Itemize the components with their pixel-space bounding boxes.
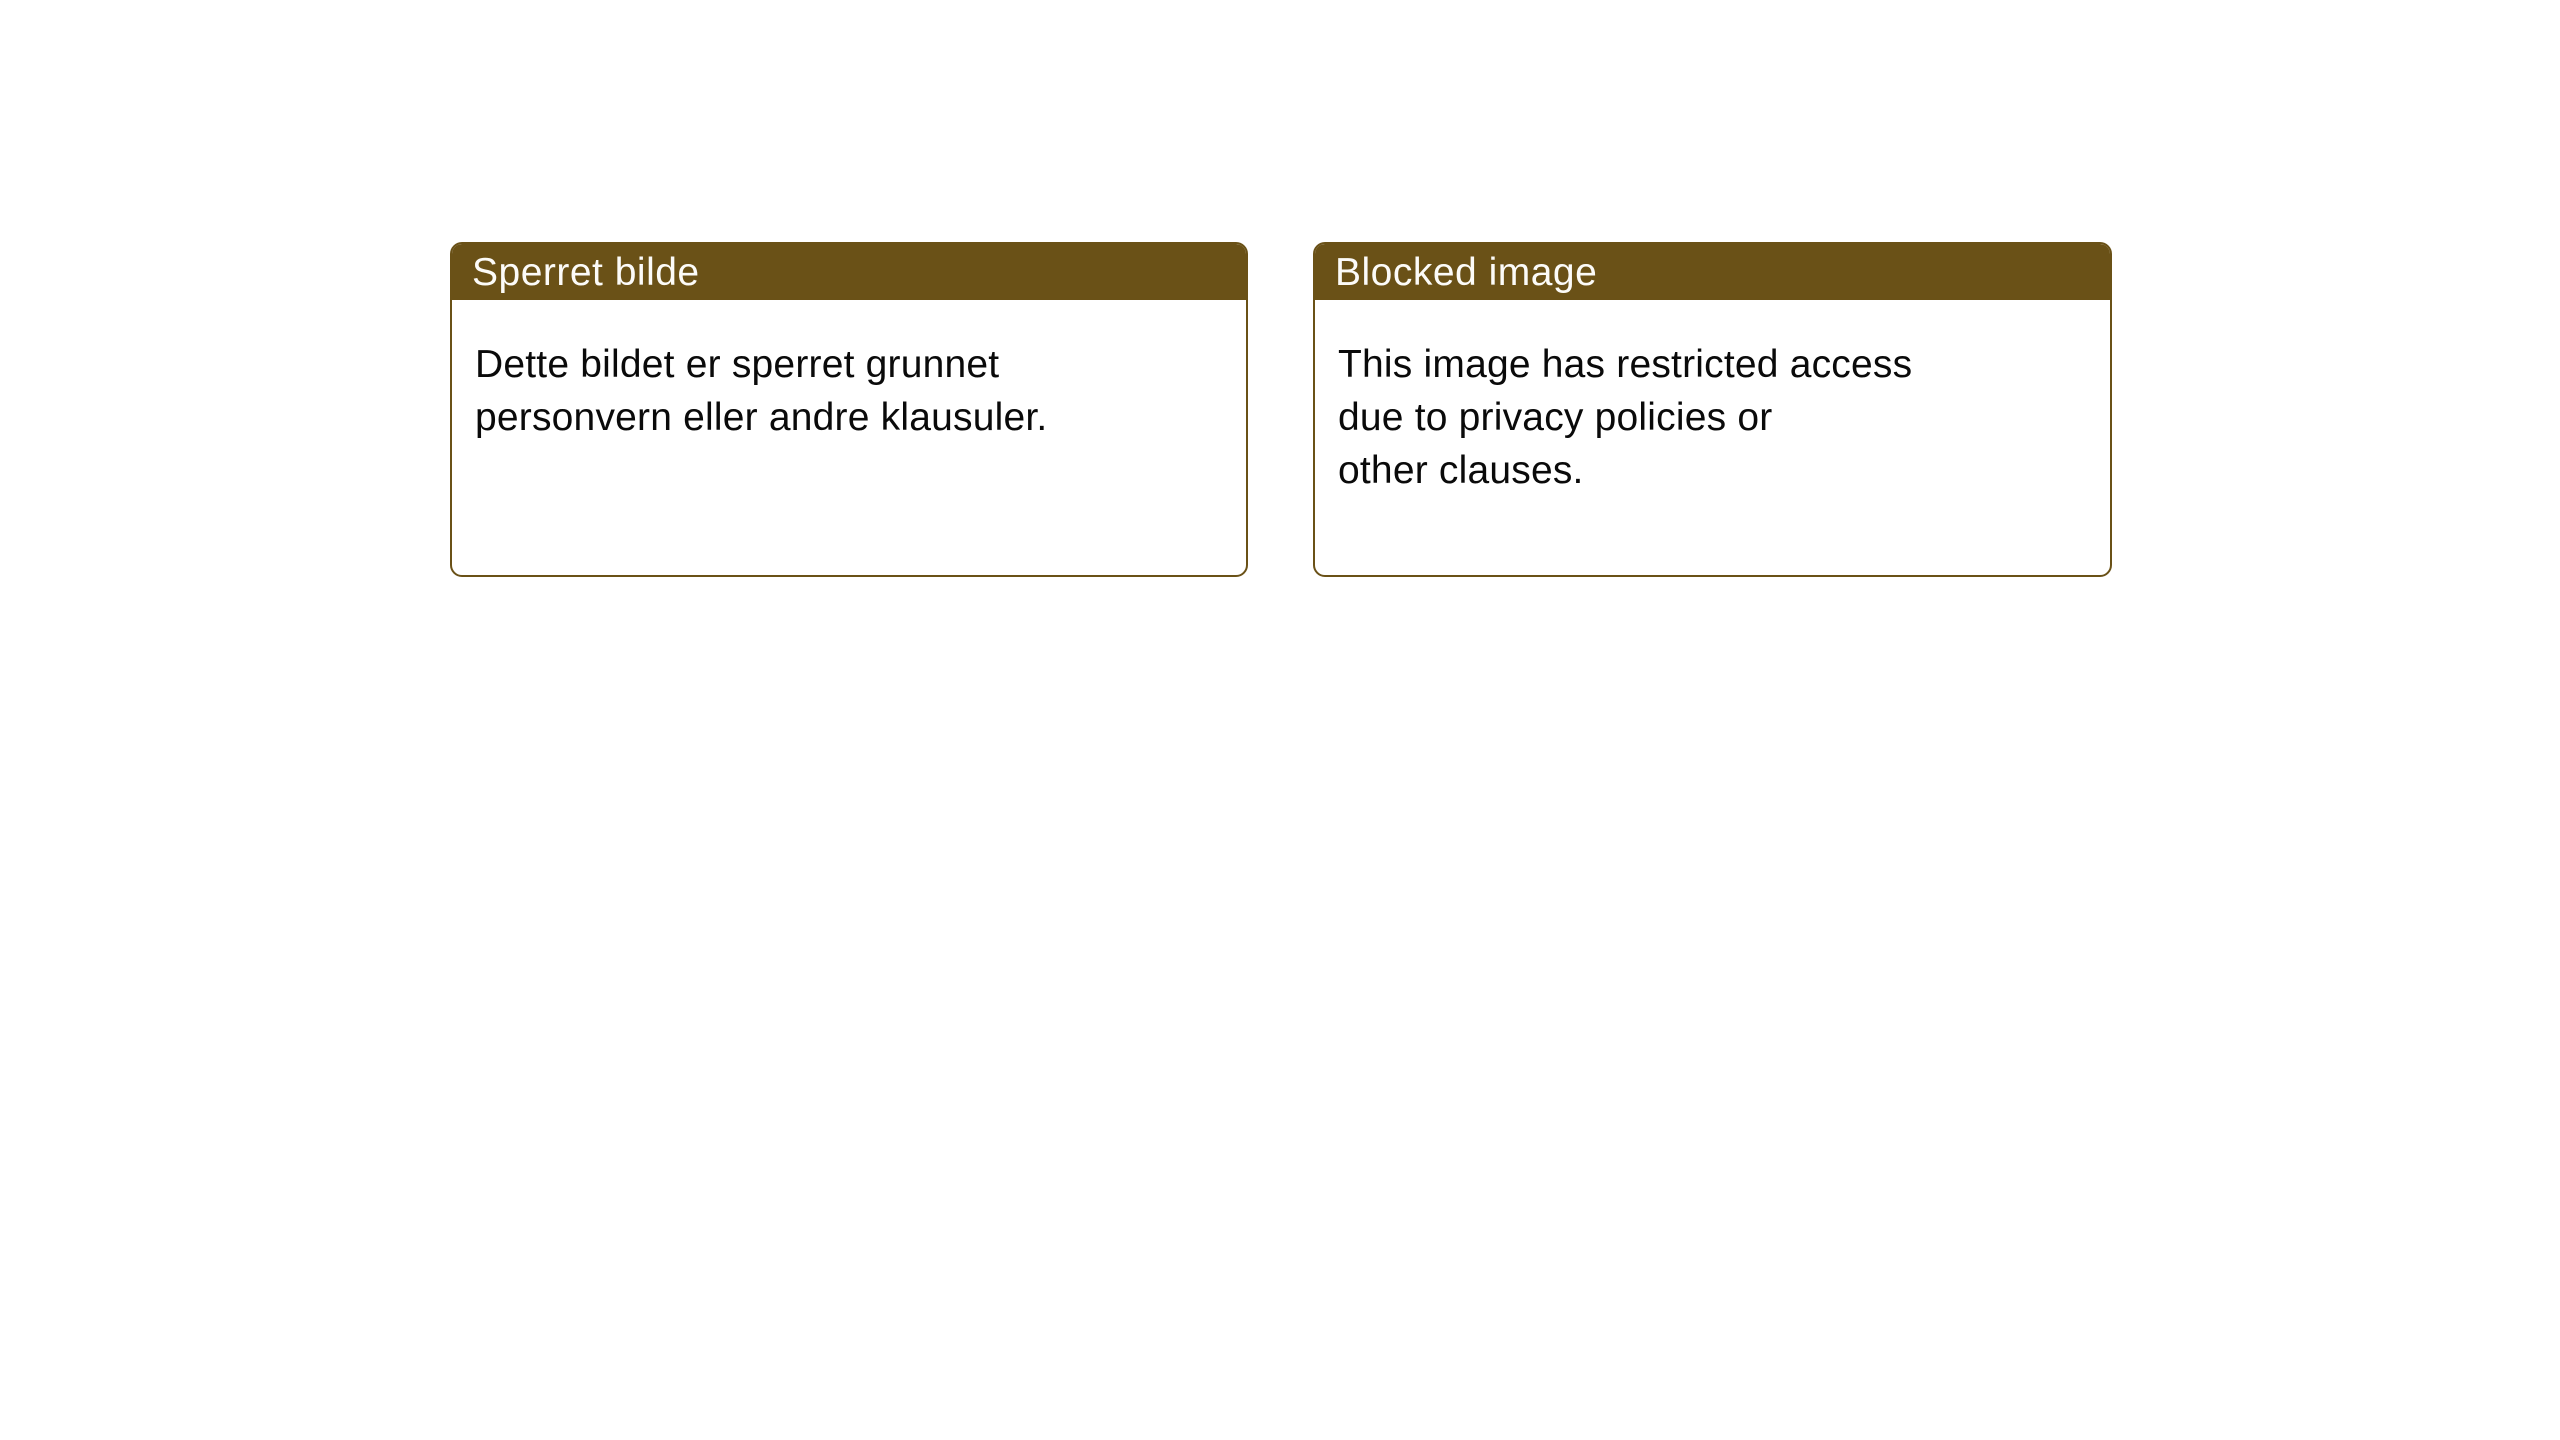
blocked-image-message-english: This image has restricted access due to privacy policies or other clauses. <box>1338 343 1913 492</box>
card-header <box>1315 244 2110 300</box>
blocked-image-card-norwegian <box>450 242 1248 577</box>
card-title: Blocked image <box>1335 250 1598 294</box>
card-header <box>452 244 1246 300</box>
card-body <box>452 300 1246 444</box>
card-body <box>1315 300 2110 497</box>
blocked-image-card-english <box>1313 242 2112 577</box>
card-title: Sperret bilde <box>472 250 700 294</box>
blocked-image-message-norwegian: Dette bildet er sperret grunnet personvern eller andre klausuler. <box>475 343 1048 439</box>
